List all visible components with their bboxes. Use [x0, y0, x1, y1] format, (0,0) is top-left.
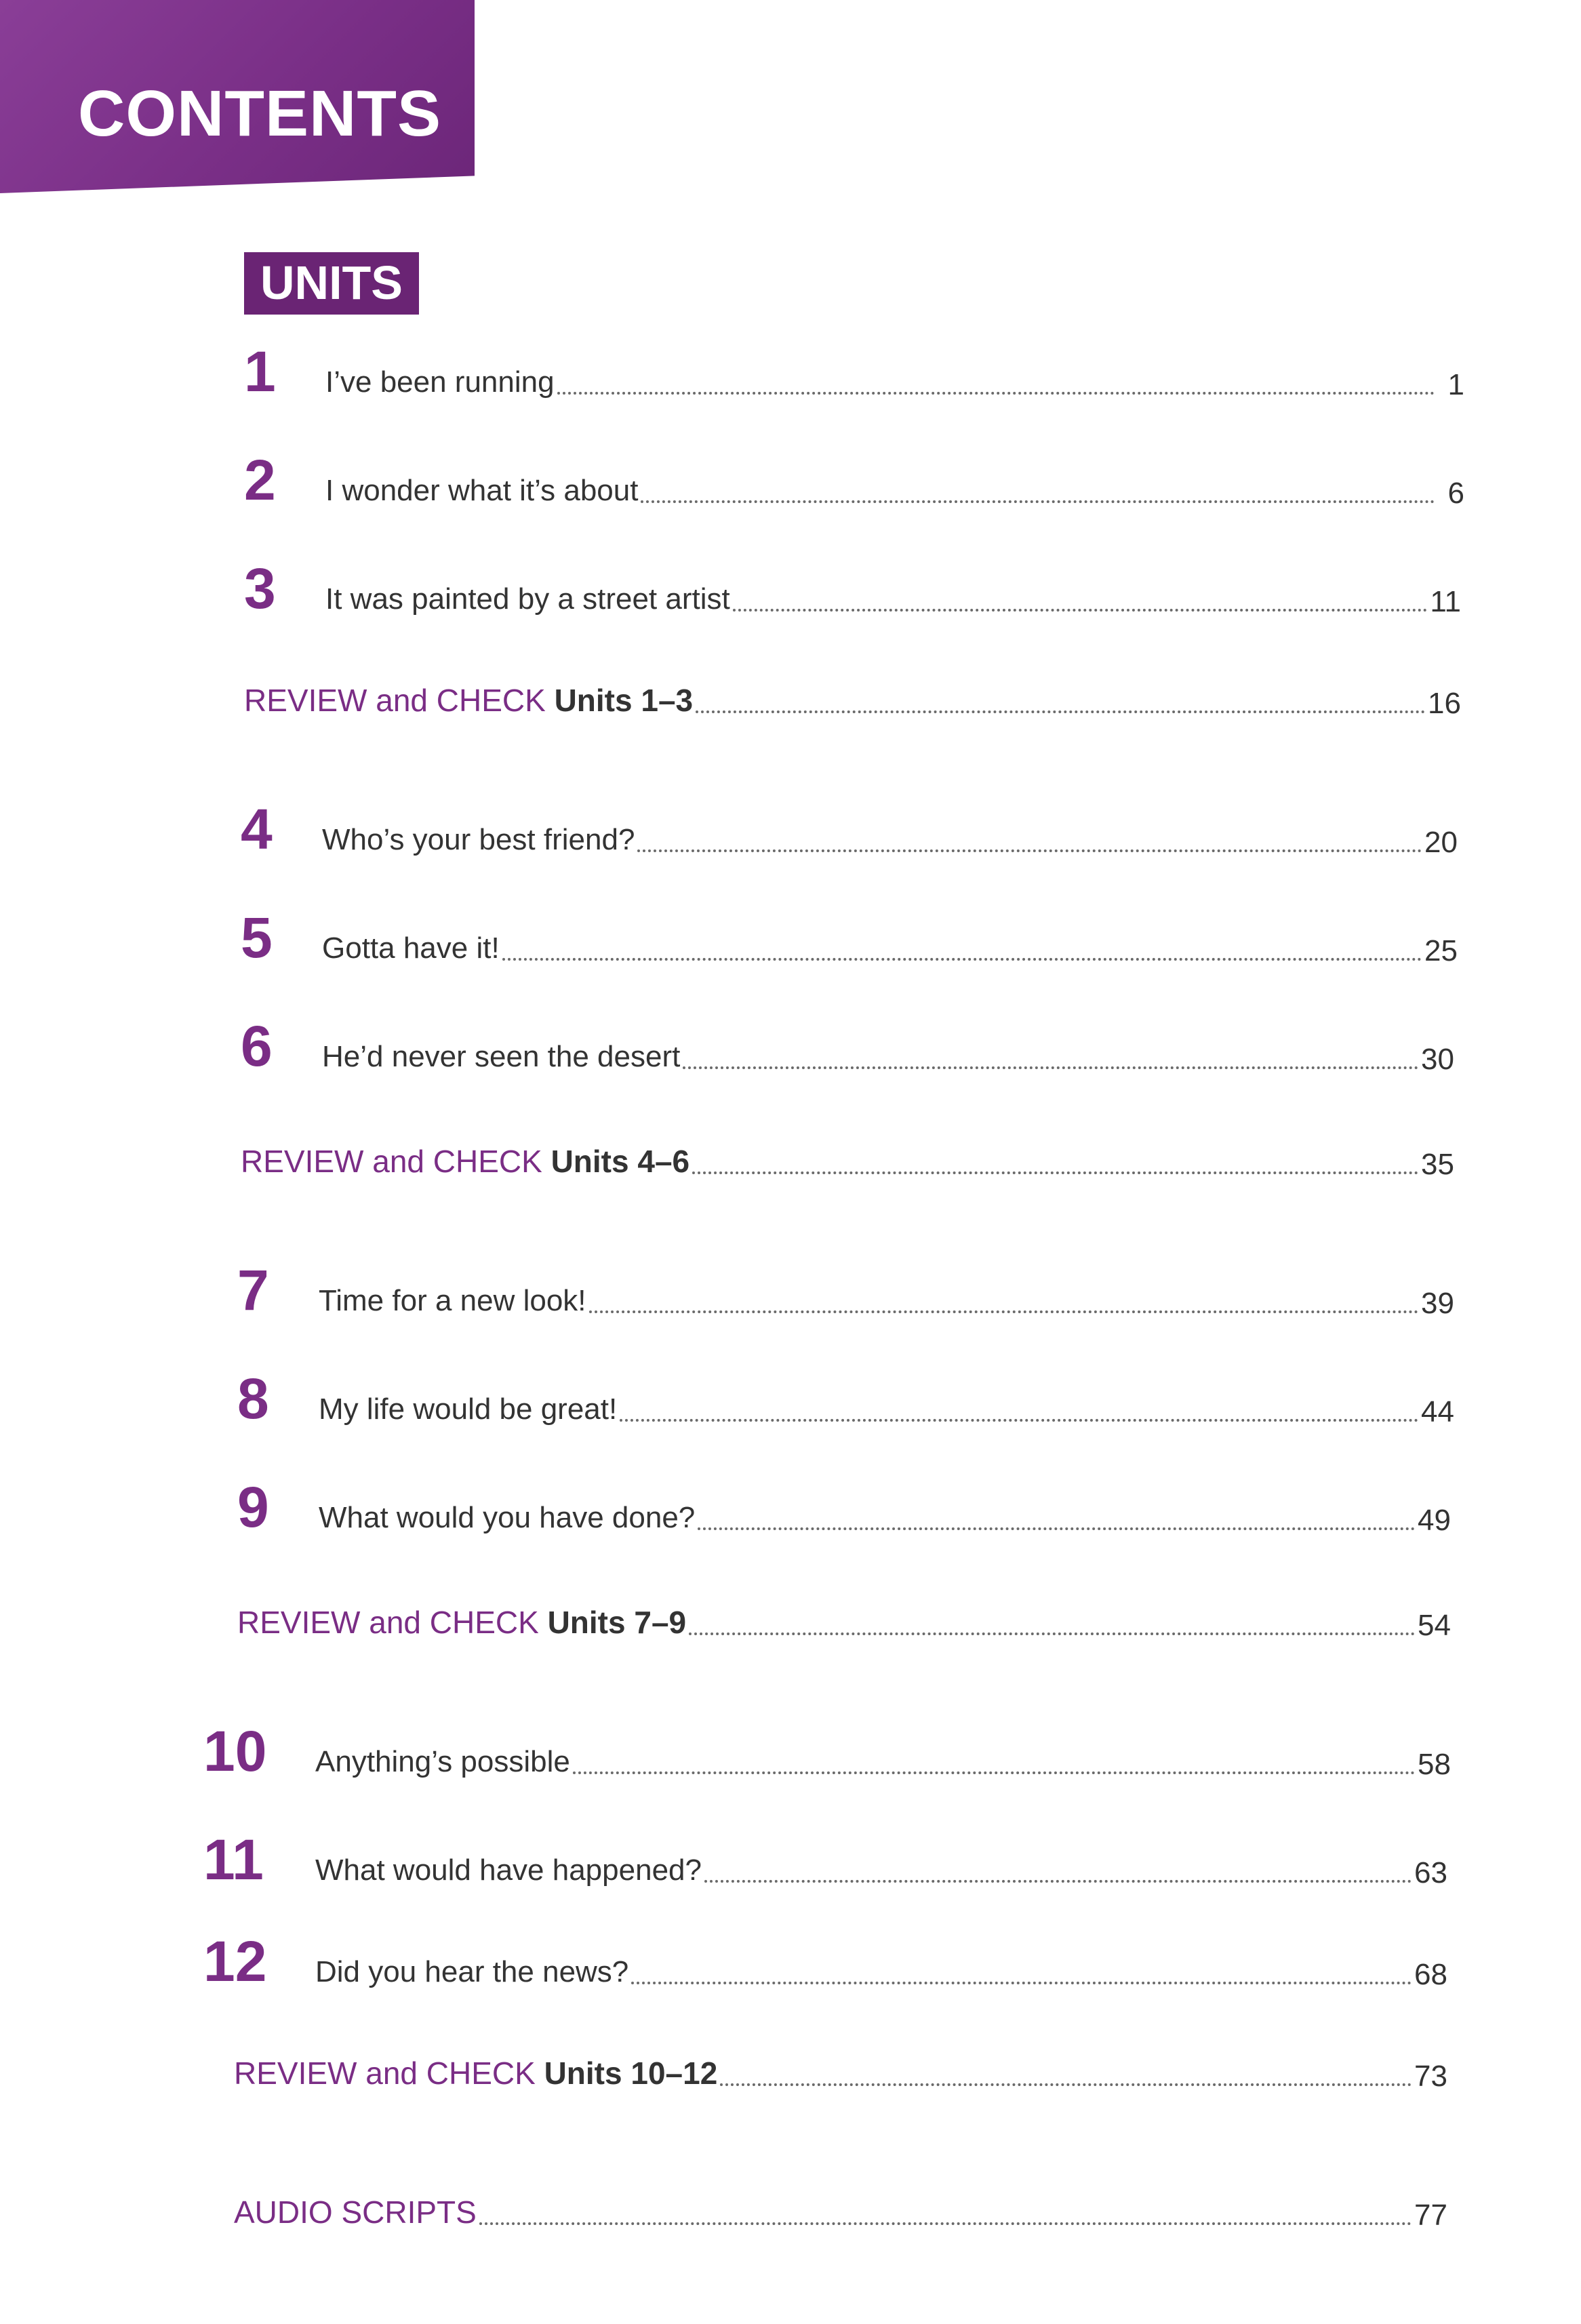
audio-scripts-label: AUDIO SCRIPTS [234, 2195, 477, 2230]
page-number: 73 [1414, 2060, 1447, 2093]
toc-entry-unit-12[interactable] [203, 1922, 1447, 1993]
toc-entry-unit-6[interactable] [241, 1007, 1454, 1078]
toc-entry-unit-5[interactable] [241, 898, 1458, 969]
unit-number: 5 [241, 906, 273, 969]
dot-leader [698, 1527, 1415, 1530]
units-section-tag: UNITS [244, 252, 419, 315]
dot-leader [557, 392, 1435, 395]
dot-leader [720, 2083, 1412, 2086]
dot-leader [620, 1419, 1418, 1422]
unit-number: 1 [244, 340, 276, 403]
unit-number: 12 [203, 1929, 267, 1993]
page-number: 35 [1421, 1148, 1454, 1181]
unit-title: It was painted by a street artist [325, 582, 730, 616]
page-title: CONTENTS [78, 77, 441, 150]
review-label: REVIEW and CHECK [234, 2056, 536, 2091]
review-units: Units 1–3 [554, 683, 694, 718]
page-number: 25 [1424, 934, 1458, 967]
unit-title: What would have happened? [315, 1854, 702, 1887]
toc-entry-review-7-9[interactable] [237, 1573, 1451, 1641]
unit-title: I wonder what it’s about [325, 474, 639, 507]
toc-entry-unit-7[interactable] [237, 1251, 1454, 1322]
unit-number: 10 [203, 1719, 267, 1783]
dot-leader [733, 609, 1428, 612]
review-units: Units 7–9 [547, 1605, 687, 1640]
unit-number: 7 [237, 1258, 269, 1322]
page-number: 11 [1430, 585, 1461, 618]
page-number: 63 [1414, 1856, 1447, 1889]
page-number: 39 [1421, 1287, 1454, 1320]
review-units: Units 10–12 [544, 2056, 718, 2091]
page-number: 77 [1414, 2199, 1447, 2232]
unit-number: 3 [244, 557, 276, 620]
toc-entry-unit-1[interactable] [244, 332, 1464, 403]
dot-leader [689, 1632, 1415, 1635]
unit-number: 11 [203, 1828, 264, 1891]
page-number: 44 [1421, 1395, 1454, 1428]
toc-entry-unit-4[interactable] [241, 790, 1458, 861]
page-number: 1 [1447, 368, 1464, 401]
toc-entry-unit-8[interactable] [237, 1359, 1454, 1430]
dot-leader [631, 1982, 1412, 1984]
unit-title: He’d never seen the desert [322, 1040, 681, 1073]
toc-entry-unit-11[interactable] [203, 1820, 1447, 1891]
unit-title: Anything’s possible [315, 1745, 570, 1778]
dot-leader [641, 500, 1435, 503]
page-number: 49 [1418, 1504, 1451, 1537]
toc-entry-unit-10[interactable] [203, 1712, 1451, 1783]
toc-entry-unit-2[interactable] [244, 441, 1464, 512]
dot-leader [479, 2222, 1412, 2225]
toc-entry-unit-3[interactable] [244, 549, 1461, 620]
page-number: 58 [1418, 1748, 1451, 1781]
toc-entry-unit-9[interactable] [237, 1468, 1451, 1539]
dot-leader [692, 1171, 1418, 1174]
unit-number: 6 [241, 1014, 273, 1078]
toc-entry-review-4-6[interactable] [241, 1112, 1454, 1180]
dot-leader [696, 710, 1425, 713]
review-label: REVIEW and CHECK [244, 683, 546, 718]
unit-number: 2 [244, 448, 276, 512]
dot-leader [683, 1066, 1418, 1069]
unit-title: What would you have done? [319, 1501, 696, 1534]
page-number: 68 [1414, 1958, 1447, 1991]
dot-leader [502, 958, 1422, 961]
review-label: REVIEW and CHECK [241, 1144, 542, 1179]
dot-leader [637, 849, 1422, 852]
unit-number: 9 [237, 1475, 269, 1539]
page-number: 6 [1447, 477, 1464, 510]
unit-number: 8 [237, 1367, 269, 1430]
unit-title: Time for a new look! [319, 1284, 586, 1317]
toc-entry-review-10-12[interactable] [234, 2024, 1447, 2091]
dot-leader [589, 1310, 1419, 1313]
page-number: 16 [1428, 687, 1461, 720]
dot-leader [704, 1880, 1412, 1883]
page-number: 20 [1424, 826, 1458, 859]
review-units: Units 4–6 [551, 1144, 690, 1179]
dot-leader [573, 1771, 1415, 1774]
unit-number: 4 [241, 797, 273, 861]
unit-title: My life would be great! [319, 1393, 618, 1426]
toc-entry-review-1-3[interactable] [244, 651, 1461, 719]
page-number: 54 [1418, 1609, 1451, 1642]
unit-title: Who’s your best friend? [322, 823, 635, 856]
review-label: REVIEW and CHECK [237, 1605, 539, 1640]
toc-entry-audio-scripts[interactable] [234, 2163, 1447, 2230]
unit-title: I’ve been running [325, 365, 555, 399]
page-number: 30 [1421, 1043, 1454, 1076]
unit-title: Gotta have it! [322, 931, 500, 965]
unit-title: Did you hear the news? [315, 1955, 629, 1988]
